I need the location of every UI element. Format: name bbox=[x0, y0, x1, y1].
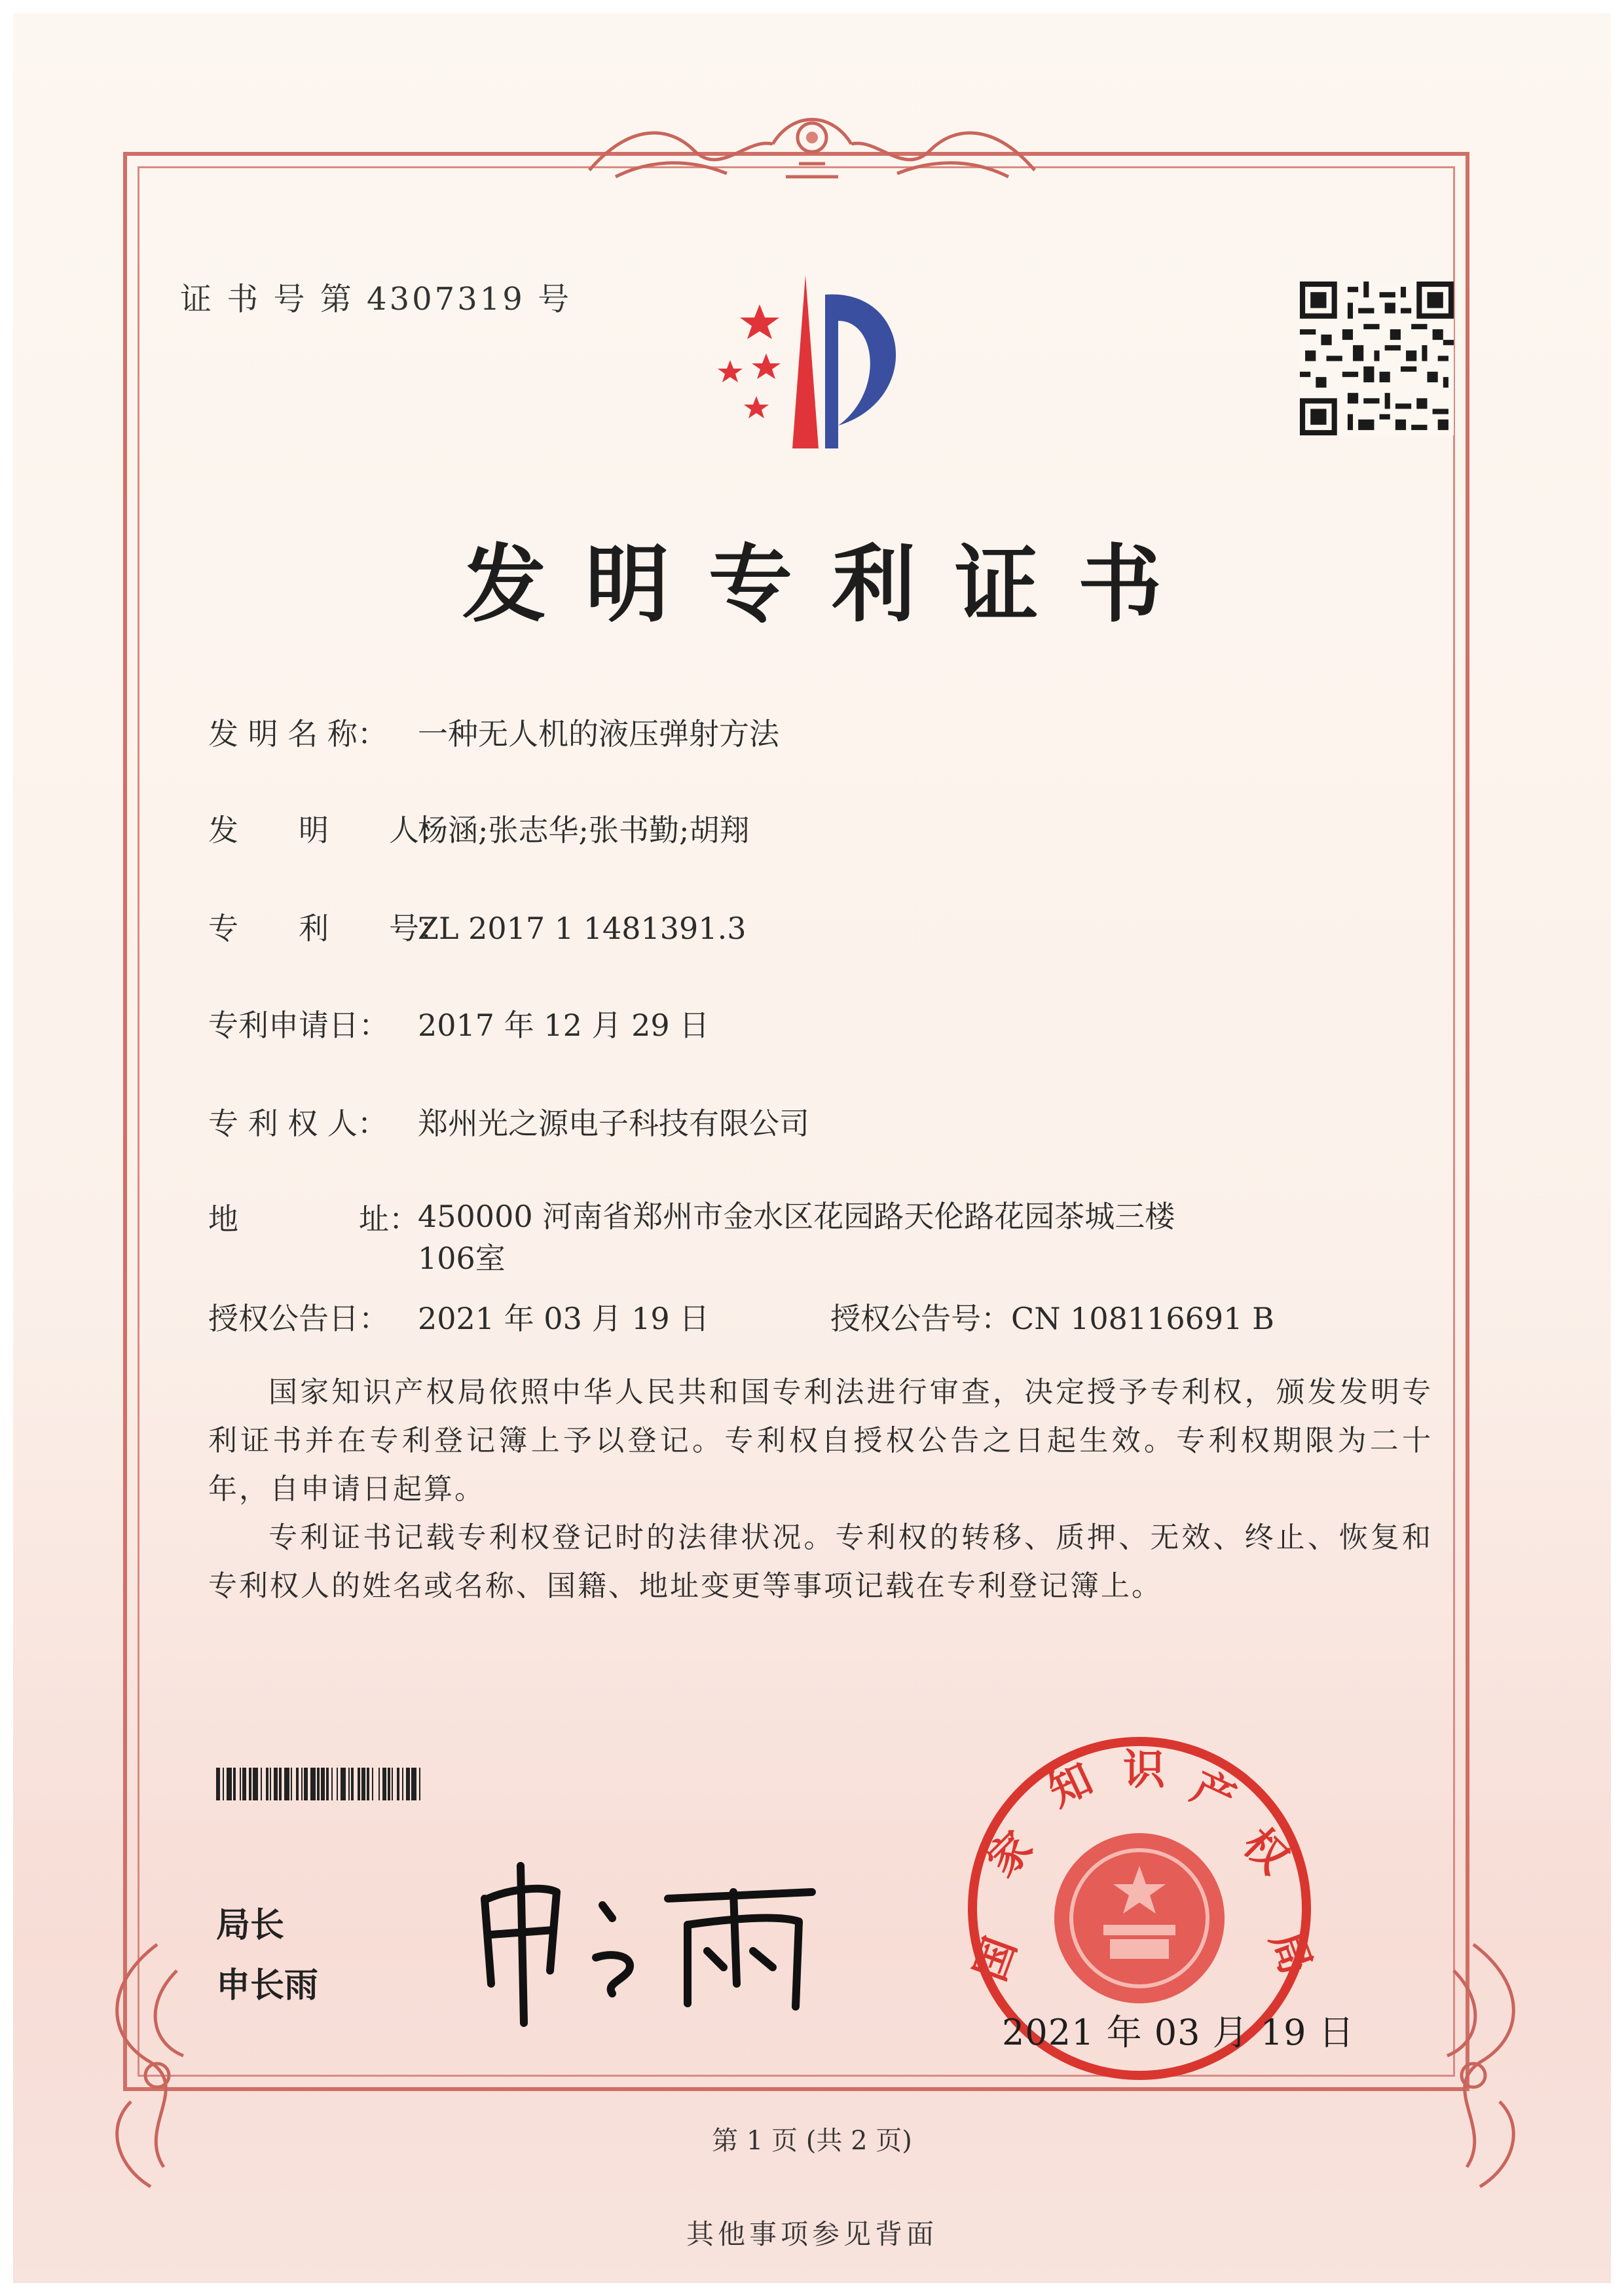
footer-note: 其他事项参见背面 bbox=[686, 2218, 938, 2250]
seal-date: 2021 年 03 月 19 日 bbox=[1002, 2012, 1355, 2053]
patentee-row bbox=[208, 1100, 809, 1143]
svg-text:家: 家 bbox=[978, 1822, 1043, 1887]
barcode-bar bbox=[227, 1768, 232, 1800]
svg-text:识: 识 bbox=[1123, 1745, 1165, 1795]
barcode-bar bbox=[310, 1768, 316, 1800]
barcode-bar bbox=[341, 1768, 346, 1800]
grant-number-label: 授权公告号： bbox=[830, 1301, 1011, 1336]
application-date-value: 2017 年 12 月 29 日 bbox=[418, 1008, 710, 1043]
top-ornament-icon bbox=[576, 98, 1048, 190]
patent-office-logo-icon bbox=[694, 262, 950, 458]
signatory-position: 局长 bbox=[216, 1906, 285, 1945]
barcode-bar bbox=[373, 1768, 378, 1800]
barcode-bar bbox=[284, 1768, 289, 1800]
patentee-value: 郑州光之源电子科技有限公司 bbox=[418, 1106, 809, 1141]
signatory-name: 申长雨 bbox=[216, 1966, 319, 2005]
patent-number-label: 专 利 号： bbox=[208, 911, 449, 946]
address-row bbox=[208, 1195, 1230, 1279]
body-paragraph-1: 国家知识产权局依照中华人民共和国专利法进行审查，决定授予专利权，颁发发明专利证书并在专利登记簿上予以登记。专利权自授权公告之日起生效。专利权期限为二十年，自申请日起算。 bbox=[208, 1376, 1433, 1506]
patent-number-row bbox=[208, 905, 746, 948]
application-date-label: 专利申请日： bbox=[208, 1008, 389, 1043]
document-title: 发明专利证书 bbox=[462, 536, 1201, 634]
address-label: 地 址： bbox=[208, 1201, 419, 1237]
grant-date-value: 2021 年 03 月 19 日 bbox=[418, 1301, 710, 1336]
address-value: 450000 河南省郑州市金水区花园路天伦路花园茶城三楼 106室 bbox=[418, 1199, 1175, 1276]
inventor-row bbox=[208, 807, 750, 850]
invention-name-label: 发 明 名 称： bbox=[208, 716, 388, 752]
body-paragraph-2: 专利证书记载专利权登记时的法律状况。专利权的转移、质押、无效、终止、恢复和专利权人的姓名或名称、国籍、地址变更等事项记载在专利登记簿上。 bbox=[208, 1521, 1433, 1603]
patent-number-value: ZL 2017 1 1481391.3 bbox=[418, 911, 747, 946]
grant-date-row bbox=[208, 1295, 1274, 1338]
svg-text:国: 国 bbox=[965, 1931, 1026, 1988]
certificate-body bbox=[208, 1368, 1433, 1611]
barcode-icon bbox=[216, 1768, 622, 1800]
invention-name-value: 一种无人机的液压弹射方法 bbox=[418, 716, 779, 752]
invention-name-row bbox=[208, 710, 779, 754]
barcode-bar bbox=[253, 1768, 258, 1800]
handwritten-signature-icon bbox=[471, 1853, 838, 2030]
inventor-value: 杨涵;张志华;张书勤;胡翔 bbox=[418, 812, 750, 848]
application-date-row bbox=[208, 1002, 709, 1045]
svg-text:产: 产 bbox=[1184, 1762, 1243, 1825]
grant-number-value: CN 108116691 B bbox=[1011, 1301, 1274, 1336]
svg-text:权: 权 bbox=[1233, 1819, 1298, 1884]
inventor-label: 发 明 人： bbox=[208, 812, 449, 848]
certificate-number: 证 书 号 第 4307319 号 bbox=[180, 281, 572, 318]
svg-text:局: 局 bbox=[1260, 1924, 1321, 1981]
svg-text:知: 知 bbox=[1041, 1754, 1100, 1817]
bottom-right-ornament-icon bbox=[1382, 1931, 1552, 2206]
grant-date-label: 授权公告日： bbox=[208, 1301, 389, 1336]
patentee-label: 专 利 权 人： bbox=[208, 1106, 388, 1141]
qr-code-icon bbox=[1300, 282, 1454, 435]
barcode-bar bbox=[411, 1768, 416, 1800]
page-number: 第 1 页 (共 2 页) bbox=[712, 2126, 912, 2156]
barcode-bar bbox=[420, 1768, 423, 1800]
